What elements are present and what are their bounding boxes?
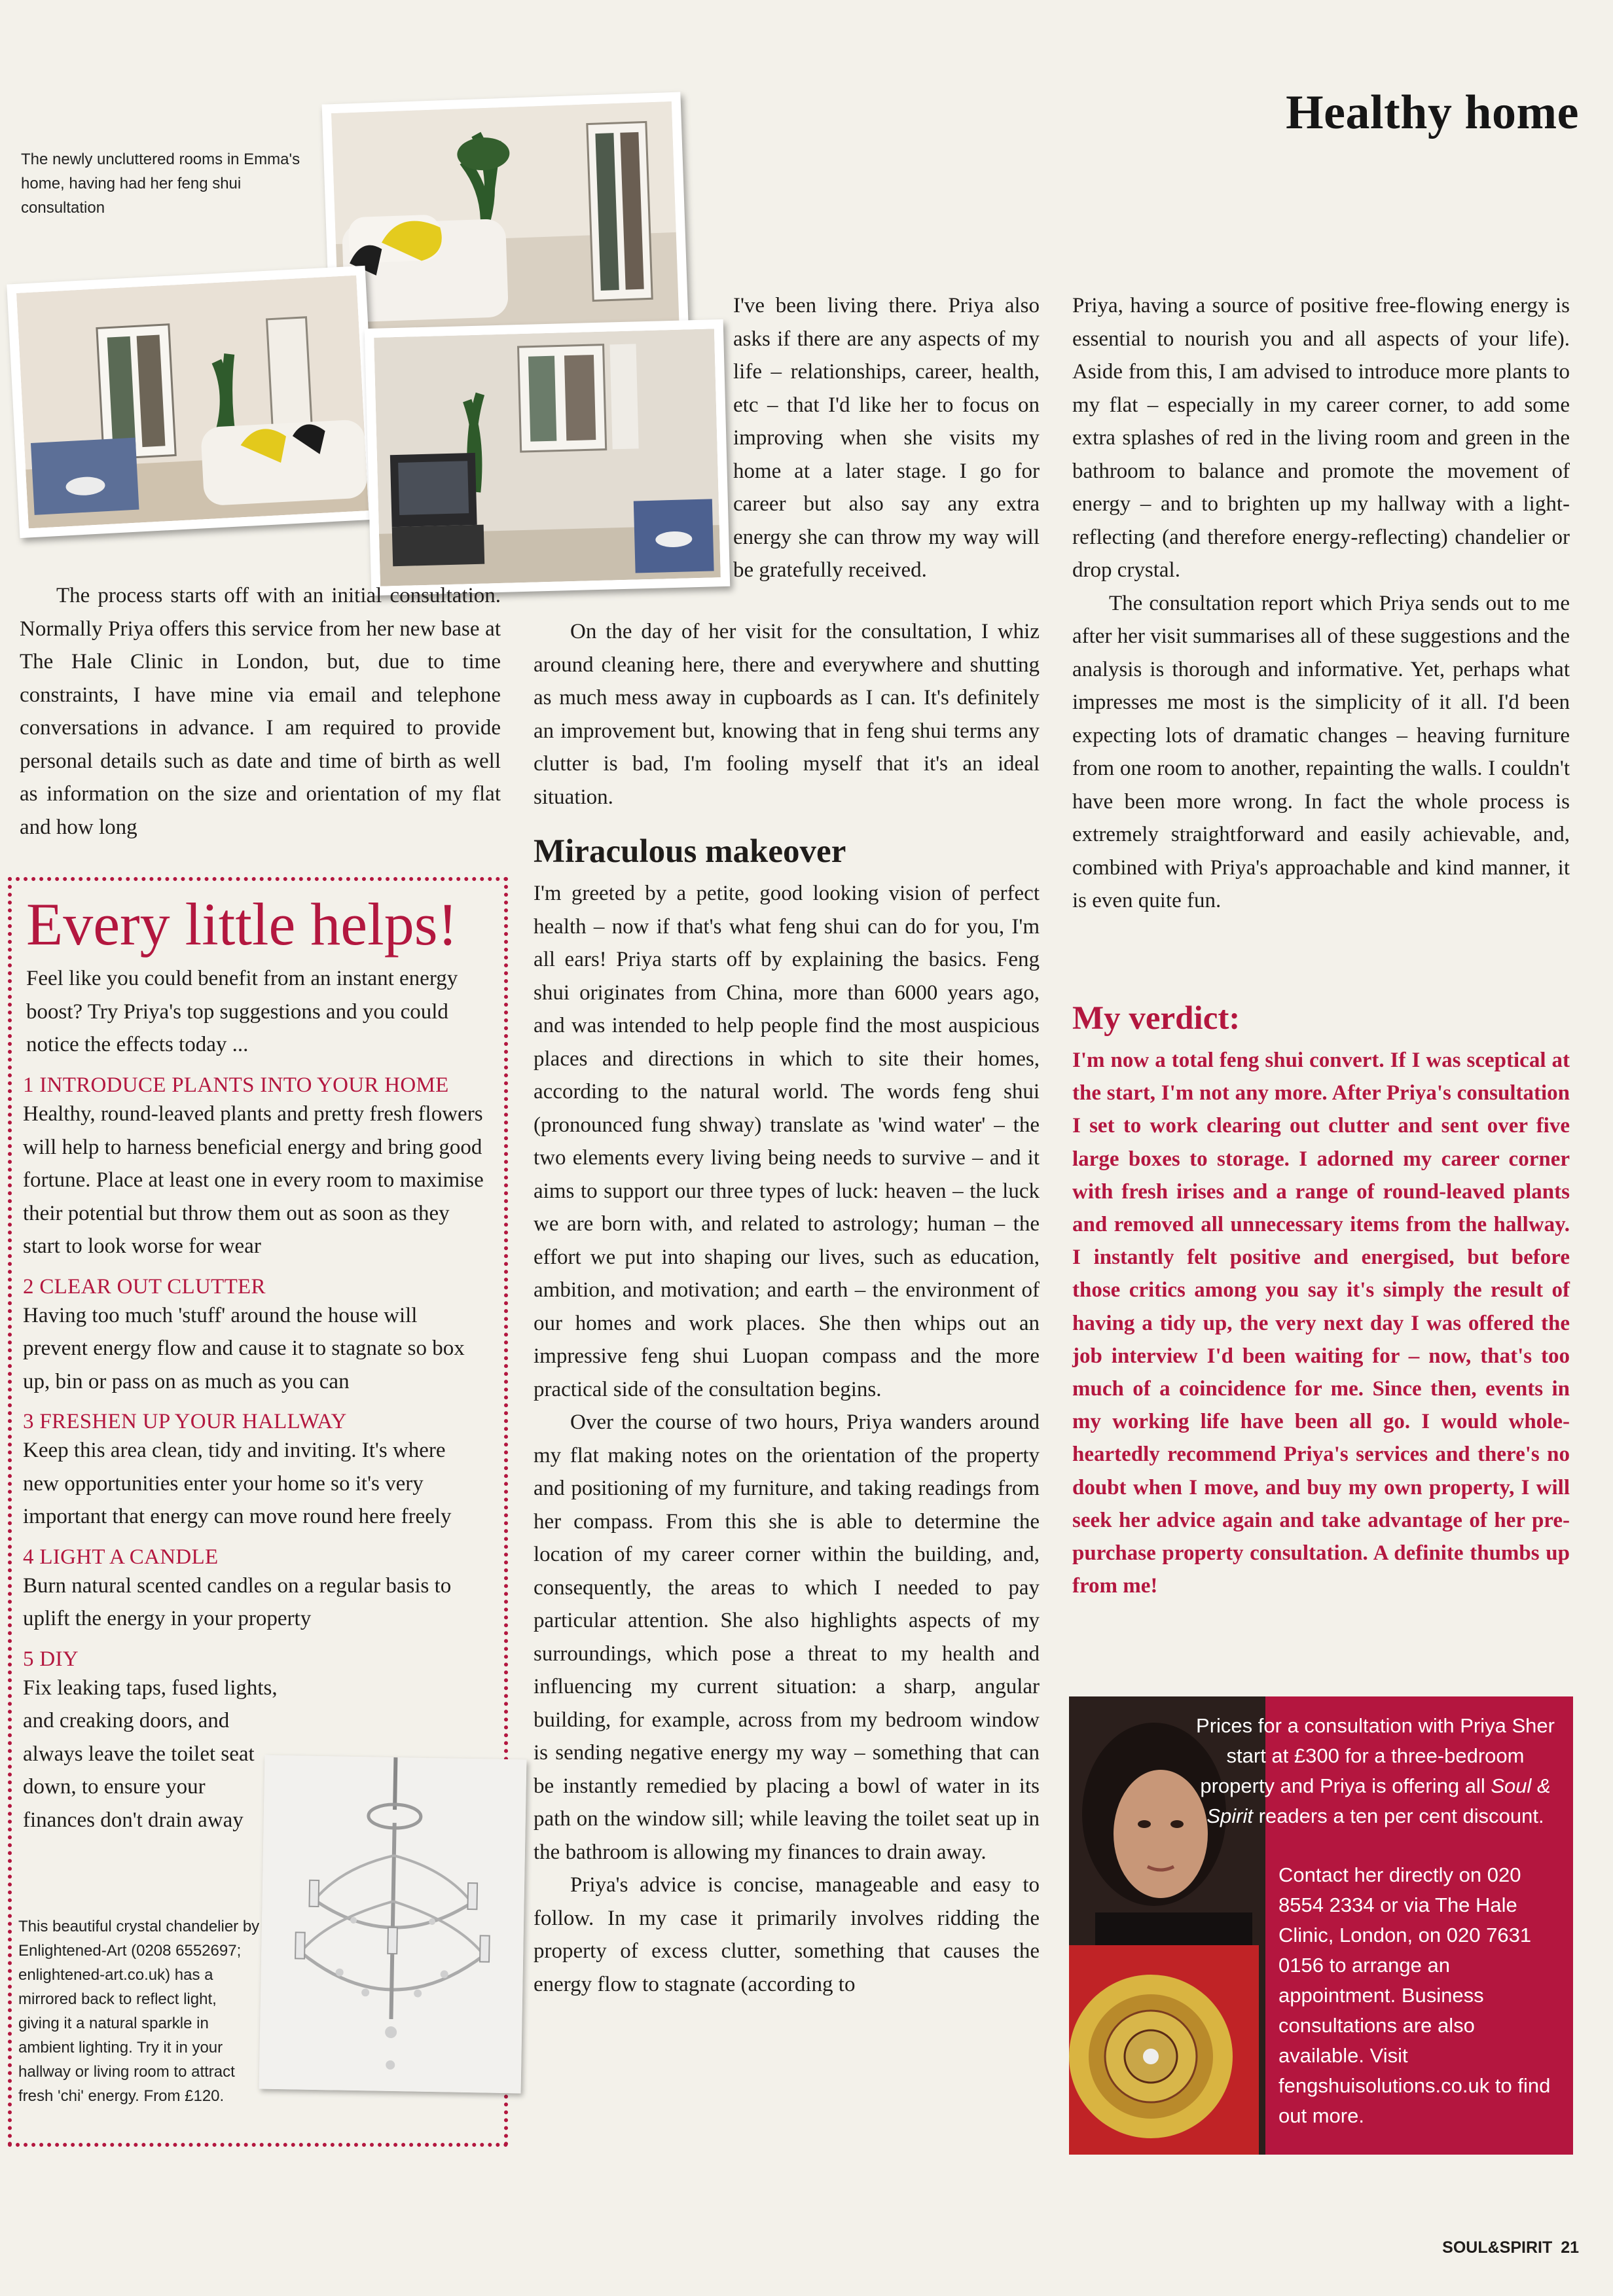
- tip-item: [23, 1410, 484, 1534]
- tip-text: Having too much 'stuff' around the house will prevent energy flow and cause it to stagnate so box up, bin or pass on as much as you can: [23, 1303, 465, 1393]
- tip-text: Keep this area clean, tidy and inviting. It's where new opportunities enter your home so it's very important that energy can move round here freely: [23, 1439, 452, 1528]
- tip-text: Fix leaking taps, fused lights, and creaking doors, and always leave the toilet seat down, to ensure your finances don't drain away: [23, 1676, 278, 1832]
- prices-line1: Prices for a consultation with Priya Sher start at £300 for a three-bedroom property and Priya is offering all: [1196, 1714, 1555, 1797]
- section-title: Healthy home: [1286, 86, 1579, 139]
- prices-offer-text: [1192, 1711, 1559, 1831]
- intro-paragraph-col1: The process starts off with an initial consultation. Normally Priya offers this service from her new base at The Hale Clinic in London, but, due to time constraints, I have mine via email and telephone conversations in advance. I am required to provide personal details such as date and time of birth as well as information on the size and orientation of my flat and how long: [20, 584, 501, 839]
- article-col2-visit: On the day of her visit for the consultation, I whiz around cleaning here, there and everywhere and shutting as much mess away in cupboards as I can. It's definitely an improvement but, knowing that in feng shui terms any clutter is bad, I'm fooling myself that it's an ideal situation.: [534, 620, 1040, 809]
- tips-list: [23, 1073, 484, 1837]
- tip-item: [23, 1275, 484, 1399]
- room-photo-tv-corner: [365, 319, 730, 596]
- tips-title: Every little helps!: [26, 891, 458, 958]
- tip-heading: 5 DIY: [23, 1647, 79, 1671]
- tips-intro: Feel like you could benefit from an instant energy boost? Try Priya's top suggestions and you could notice the effects today ...: [26, 967, 458, 1056]
- page-footer: [1442, 2238, 1579, 2257]
- photo-caption: The newly uncluttered rooms in Emma's home, having had her feng shui consultation: [21, 151, 300, 217]
- makeover-body: I'm greeted by a petite, good looking vision of perfect health – now if that's what feng shui can do for you, I'm all ears! Priya starts off by explaining the basics. Feng shui originates from China, more than 6000 years ago, and was intended to help people find the most auspicious places and directions in which to site their homes, according to the natural world. The words feng shui (pronounced fung shway) translate as 'wind water' – the two elements every living being needs to survive – and it aims to support our three types of luck: heaven – the luck we are born with, and related to astrology; human – the effort we put into shaping our lives, such as education, ambition, and motivation; and earth – the environment of our homes and work places. She then whips out an impressive feng shui Luopan compass and the more practical side of the consultation begins. Over the course of two hours, Priya wanders around my flat making notes on the orientation of the property and positioning of my furniture, and taking readings from her compass. From this she is able to determine the location of my career corner within the building, and, consequently, the areas to which I needed to pay particular attention. She also highlights aspects of my surroundings, which pose a threat to my health and influencing my current situation: a sharp, angular building, for example, across from my bedroom window is sending negative energy my way – something that can be instantly remedied by placing a bowl of water in its path on the window sill; while leaving the toilet seat up in the bathroom is allowing my finances to drain away. Priya's advice is concise, manageable and easy to follow. In my case it primarily involves ridding the property of excess clutter, something that causes the energy flow to stagnate (according to: [534, 882, 1040, 1996]
- chandelier-caption: This beautiful crystal chandelier by Enlightened-Art (0208 6552697; enlightened-art.co.uk) has a mirrored back to reflect light, giving it a natural sparkle in ambient lighting. Try it in your hallway or living room to attract fresh 'chi' energy. From £120.: [18, 1918, 260, 2105]
- prices-box: [1069, 1696, 1573, 2155]
- footer-brand: SOUL&SPIRIT: [1442, 2238, 1553, 2257]
- article-col2-top: I've been living there. Priya also asks if there are any aspects of my life – relationships, career, health, etc – that I'd like her to focus on improving when she visits my home at a later stage. I go for career but also say any extra energy she can throw my way will be gratefully received.: [733, 294, 1040, 582]
- tip-heading: 3 FRESHEN UP YOUR HALLWAY: [23, 1410, 347, 1433]
- tip-heading: 2 CLEAR OUT CLUTTER: [23, 1274, 266, 1299]
- room-photo-sofa-plant: [322, 92, 689, 352]
- tip-item: [23, 1073, 484, 1263]
- room-photo-living-room: [7, 266, 378, 538]
- makeover-heading: Miraculous makeover: [534, 833, 846, 870]
- verdict-heading: My verdict:: [1072, 1000, 1241, 1037]
- page-number: 21: [1561, 2238, 1579, 2257]
- tip-heading: 4 LIGHT A CANDLE: [23, 1545, 219, 1569]
- prices-contact-text: Contact her directly on 020 8554 2334 or via The Hale Clinic, London, on 020 7631 0156 to arrange an appointment. Business consultations are also available. Visit fengshuisolutions.co.uk to find out more.: [1278, 1863, 1551, 2127]
- verdict-text: I'm now a total feng shui convert. If I was sceptical at the start, I'm not any more. After Priya's consultation I set to work clearing out clutter and sent over five large boxes to storage. I adorned my career corner with fresh irises and a range of round-leaved plants and removed all unnecessary items from the hallway. I instantly felt positive and energised, but before those critics among you say it's simply the result of having a tidy up, the very next day I was offered the job interview I'd been waiting for – now, that's too much of a coincidence for me. Since then, events in my working life have been all go. I would whole-heartedly recommend Priya's services and there's no doubt when I move, and buy my own property, I will seek her advice again and take advantage of her pre-purchase property consultation. A definite thumbs up from me!: [1072, 1049, 1570, 1598]
- prices-magazine: Soul & Spirit: [1206, 1774, 1551, 1827]
- tip-text: Healthy, round-leaved plants and pretty fresh flowers will help to harness beneficial energy and bring good fortune. Place at least one in every room to maximise their potential but throw them out as soon as they start to look worse for wear: [23, 1102, 484, 1258]
- tip-item: [23, 1545, 484, 1636]
- tip-heading: 1 INTRODUCE PLANTS INTO YOUR HOME: [23, 1073, 449, 1097]
- article-col3: Priya, having a source of positive free-flowing energy is essential to nourish you and all aspects of your life). Aside from this, I am advised to introduce more plants to my flat – especially in my career corner, to add some extra splashes of red in the living room and green in the bathroom to balance and promote the movement of energy – and to brighten up my hallway with a light-reflecting (and therefore energy-reflecting) chandelier or drop crystal. The consultation report which Priya sends out to me after her visit summarises all of these suggestions and the analysis is thorough and informative. Yet, perhaps what impresses me most is the simplicity of it all. I'd been expecting lots of dramatic changes – heaving furniture from one room to another, repainting the walls. I couldn't have been more wrong. In fact the whole process is extremely straightforward and easily achievable, and, combined with Priya's approachable and kind manner, it is even quite fun.: [1072, 294, 1570, 912]
- chandelier-photo: [259, 1755, 527, 2094]
- prices-line2: readers a ten per cent discount.: [1253, 1804, 1544, 1827]
- tip-text: Burn natural scented candles on a regular basis to uplift the energy in your property: [23, 1573, 452, 1630]
